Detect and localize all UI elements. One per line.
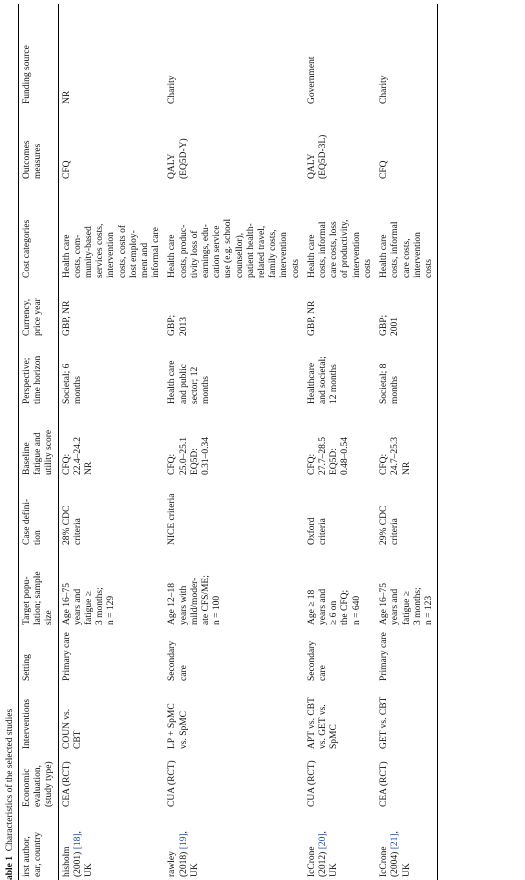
author-cell: hisholm (2001) [18], UK [61, 831, 95, 877]
header-setting: Setting [22, 654, 32, 681]
baseline-cell: CFQ: 24.7–25.3 NR [379, 437, 412, 475]
table-row [304, 4, 376, 880]
table-caption [4, 709, 16, 880]
currency-cell: GBP, NR [306, 300, 317, 336]
header-currency: Currency, price year [22, 298, 44, 336]
header-row [19, 4, 59, 880]
setting-cell: Primary care [61, 632, 72, 681]
outcomes-cell: CFQ [61, 160, 72, 179]
header-perspective: Perspective; time horizon [22, 355, 44, 404]
perspective-cell: Societal; 8 months [379, 363, 401, 404]
funding-cell: Charity [167, 75, 178, 104]
currency-cell: GBP; 2001 [379, 314, 401, 336]
header-cost-categories: Cost categories [22, 219, 32, 278]
outcomes-cell: QALY (EQ5D-Y) [167, 138, 189, 179]
target-population-cell: Age 12–18 years with mild/moder- ate CFS/ME; n = 100 [167, 575, 223, 625]
author-cell: rawley (2018) [19], UK [167, 831, 200, 877]
perspective-cell: Healthcare and societal; 12 months [306, 356, 340, 404]
table-label: able 1 [5, 855, 15, 880]
target-population-cell: Age ≥ 18 years and ≥ 6 on the CFQ; n = 640 [306, 588, 362, 625]
citation-link[interactable]: [20] [318, 833, 329, 850]
currency-cell: GBP, NR [61, 300, 72, 336]
header-target-population: Target popu- lation; sample size [22, 571, 55, 625]
funding-cell: NR [61, 90, 72, 104]
baseline-cell: CFQ: 25.0–25.1 EQ5D: 0.31–0.34 [167, 437, 212, 475]
header-author: irst author, ear, country [22, 832, 44, 877]
evaluation-cell: CUA (RCT) [167, 760, 178, 807]
evaluation-cell: CEA (RCT) [61, 761, 72, 807]
case-definition-cell: NICE criteria [167, 493, 178, 545]
characteristics-table [18, 4, 438, 880]
header-funding: Funding source [22, 45, 32, 104]
interventions-cell: GET vs. CBT [379, 696, 390, 749]
funding-cell: Charity [379, 75, 390, 104]
perspective-cell: Health care and public sector; 12 months [167, 360, 212, 404]
cost-categories-cell: Health care costs, produc- tivity loss of earnings, edu- cation service use (e.g. school counsellor), patient health- related travel, family costs, intervention costs [167, 218, 301, 278]
interventions-cell: LP + SpMC vs. SpMC [167, 703, 189, 749]
case-definition-cell: 28% CDC criteria [61, 505, 83, 545]
citation-link[interactable]: [21] [390, 833, 401, 850]
outcomes-cell: QALY (EQ5D-3L) [306, 134, 329, 179]
setting-cell: Secondary care [306, 640, 329, 681]
setting-cell: Secondary care [167, 640, 189, 681]
target-population-cell: Age 16–75 years and fatigue ≥ 3 months; n = 129 [61, 583, 117, 625]
cost-categories-cell: Health care costs, com- munity-based services costs, intervention costs, costs of lost employ- ment and informal care [61, 223, 162, 278]
cost-categories-cell: Health care costs, informal care costs, loss of productivity, intervention costs [306, 219, 373, 278]
citation-link[interactable]: [19] [178, 833, 189, 850]
baseline-cell: CFQ: 27.7–28.5 EQ5D: 0.48–0.54 [306, 437, 351, 475]
header-case-definition: Case defini- tion [22, 498, 44, 545]
cost-categories-cell: Health care costs, informal care costs, intervention costs [379, 221, 434, 278]
table-title: Characteristics of the selected studies [5, 708, 15, 852]
case-definition-cell: 29% CDC criteria [379, 505, 401, 545]
perspective-cell: Societal; 6 months [61, 363, 83, 404]
table-row [58, 4, 164, 880]
case-definition-cell: Oxford criteria [306, 517, 329, 545]
interventions-cell: COUN vs. CBT [61, 708, 83, 749]
citation-link[interactable]: [18] [72, 833, 83, 850]
header-baseline: Baseline fatigue and utility score [22, 429, 55, 475]
interventions-cell: APT vs. CBT vs. GET vs. SpMC [306, 697, 340, 749]
header-outcomes: Outcomes measures [22, 140, 44, 179]
header-evaluation: Economic evaluation, (study type) [22, 761, 55, 807]
author-cell: IcCrone (2004) [21], UK [379, 831, 412, 877]
setting-cell: Primary care [379, 632, 390, 681]
target-population-cell: Age 16–75 years and fatigue ≥ 3 months; n = 123 [379, 583, 434, 625]
outcomes-cell: CFQ [379, 160, 390, 179]
evaluation-cell: CEA (RCT) [379, 761, 390, 807]
evaluation-cell: CUA (RCT) [306, 760, 317, 807]
table-row [164, 4, 303, 880]
funding-cell: Government [306, 56, 317, 104]
header-interventions: Interventions [22, 698, 32, 749]
table-row [376, 4, 438, 880]
author-cell: IcCrone (2012) [20], UK [306, 831, 340, 877]
currency-cell: GBP; 2013 [167, 314, 189, 336]
baseline-cell: CFQ: 22.4–24.2 NR [61, 437, 95, 475]
